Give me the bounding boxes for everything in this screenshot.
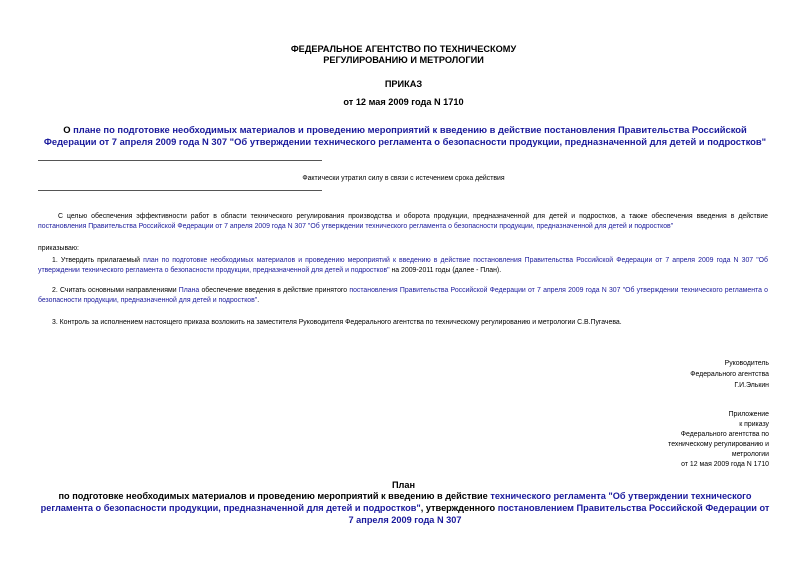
agency-name-line1: ФЕДЕРАЛЬНОЕ АГЕНТСТВО ПО ТЕХНИЧЕСКОМУ [290,44,517,54]
clause-2-plan-link[interactable]: Плана [178,287,200,294]
appendix-line-2: к приказу [739,421,769,428]
clause-2-text-mid: обеспечение введения в действие принятого [199,287,350,294]
status-note: Фактически утратил силу в связи с истечением срока действия [302,175,505,182]
appendix-line-5: метрологии [731,451,769,458]
order-title [40,124,770,148]
appendix-line-4: техническому регулированию и [668,441,769,448]
clause-2 [38,286,768,306]
clause-2-text-post: . [257,297,260,304]
signature-organization: Федерального агентства [690,371,769,378]
appendix-line-1: Приложение [728,411,769,418]
orders-word: приказываю: [38,245,79,252]
signature-position: Руководитель [724,360,769,367]
clause-3: 3. Контроль за исполнением настоящего приказа возложить на заместителя Руководителя Федерального агентства по техническому регулированию и метрологии С.В.Пугачева. [52,319,622,326]
plan-regulation-link[interactable]: технического регламента "Об утверждении технического регламента о безопасности продукции, предназначенной для детей и подростков" [40,491,752,513]
plan-decree-link[interactable]: постановлением Правительства Российской Федерации от 7 апреля 2009 года N 307 [348,503,770,525]
clause-1-decree-link[interactable]: постановления Правительства Российской Федерации от 7 апреля 2009 года N 307 "Об утверждении технического регламента о безопасности продукции, предназначенной для детей и подростков" [38,257,768,274]
agency-name-line2: РЕГУЛИРОВАНИЮ И МЕТРОЛОГИИ [323,55,484,65]
clause-1 [38,256,768,276]
plan-heading: План [391,480,416,490]
intro-decree-link[interactable]: постановления Правительства Российской Федерации от 7 апреля 2009 года N 307 "Об утверждении технического регламента о безопасности продукции, предназначенной для детей и подростков" [38,223,674,230]
appendix-line-6: от 12 мая 2009 года N 1710 [681,461,769,468]
intro-text: С целью обеспечения эффективности работ в области технического регулирования производства и оборота продукции, предназначенной для детей и подростков, а также обеспечения введения в действие [58,213,768,220]
signature-block [569,358,769,391]
plan-title-mid: , утвержденного [420,503,498,513]
plan-title [40,490,770,526]
order-title-link[interactable]: плане по подготовке необходимых материалов и проведению мероприятий к введению в действие постановления Правительства Российской Федерации от 7 апреля 2009 года N 307 "Об утверждении технического регламента о безопасности продукции, предназначенной для детей и подростков" [43,124,767,147]
clause-1-text-post: на 2009-2011 годы (далее - План). [389,267,502,274]
agency-name [0,44,807,66]
order-heading: ПРИКАЗ [384,79,423,89]
order-title-prefix: О [63,124,74,135]
clause-2-text-pre: 2. Считать основными направлениями [52,287,179,294]
divider-bottom [38,190,322,191]
signature-name: Г.И.Элькин [734,382,769,389]
intro-paragraph [38,212,768,232]
clause-1-text-pre: 1. Утвердить прилагаемый [52,257,144,264]
appendix-note [659,410,769,470]
plan-title-pre: по подготовке необходимых материалов и проведению мероприятий к введению в действие [58,491,491,501]
divider-top [38,160,322,161]
appendix-line-3: Федерального агентства по [680,431,769,438]
order-date: от 12 мая 2009 года N 1710 [343,97,464,107]
clause-2-decree-link[interactable]: постановления Правительства Российской Федерации от 7 апреля 2009 года N 307 "Об утверждении технического регламента о безопасности продукции, предназначенной для детей и подростков" [38,287,769,304]
clause-1-plan-link[interactable]: план по подготовке необходимых материалов и проведению мероприятий к введению в действие [143,257,474,264]
